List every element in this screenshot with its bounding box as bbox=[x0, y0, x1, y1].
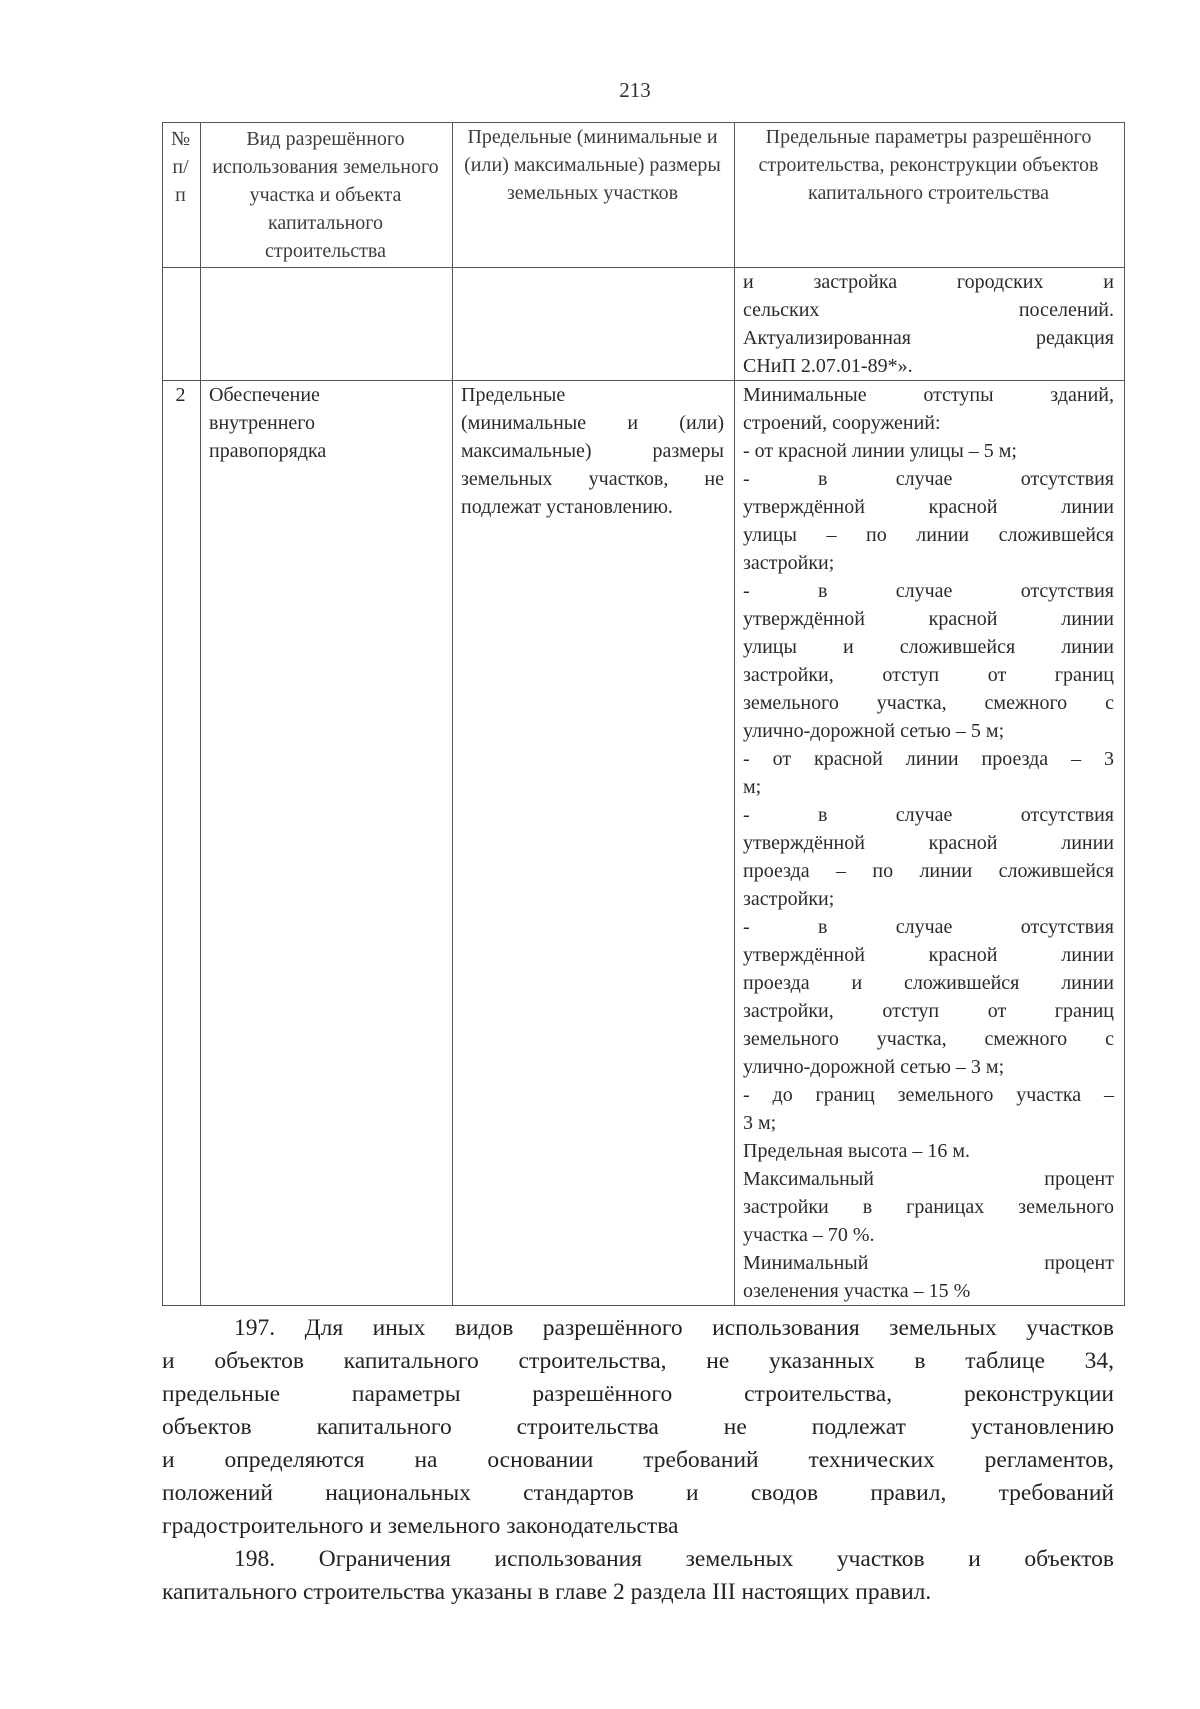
params-line: м; bbox=[743, 776, 762, 798]
p198-line: капитального строительства указаны в главе 2 раздела III настоящих правил. bbox=[162, 1579, 932, 1605]
use-type-line: Обеспечение bbox=[209, 384, 320, 406]
params-line: улично-дорожной сетью – 5 м; bbox=[743, 720, 1005, 742]
params-line: Минимальные отступы зданий, bbox=[743, 384, 1114, 406]
params-line: 3 м; bbox=[743, 1112, 777, 1134]
cont-params bbox=[735, 268, 1125, 381]
params-line: застройки, отступ от границ bbox=[743, 1000, 1114, 1022]
params-line: улицы и сложившейся линии bbox=[743, 636, 1114, 658]
header-num: № п/п bbox=[163, 123, 201, 268]
plot-size-line: (минимальные и (или) bbox=[461, 412, 724, 434]
params-line: проезда – по линии сложившейся bbox=[743, 860, 1114, 882]
params-line: застройки, отступ от границ bbox=[743, 664, 1114, 686]
params-line: застройки; bbox=[743, 888, 835, 910]
params-line: - до границ земельного участка – bbox=[743, 1084, 1114, 1106]
header-build-params: Предельные параметры разрешённого строительства, реконструкции объектов капитального строительства bbox=[735, 123, 1125, 268]
cont-line: СНиП 2.07.01-89*». bbox=[743, 355, 913, 377]
row2-num: 2 bbox=[163, 381, 201, 1306]
params-line: утверждённой красной линии bbox=[743, 832, 1114, 854]
row2-use-type bbox=[201, 381, 453, 1306]
paragraph-197 bbox=[162, 1312, 1114, 1543]
cont-num bbox=[163, 268, 201, 381]
p197-line: объектов капитального строительства не подлежат установлению bbox=[162, 1414, 1114, 1440]
params-line: Минимальный процент bbox=[743, 1252, 1114, 1274]
land-use-table bbox=[162, 122, 1125, 1306]
cont-line: Актуализированная редакция bbox=[743, 327, 1114, 349]
params-line: - от красной линии проезда – 3 bbox=[743, 748, 1114, 770]
params-line: - в случае отсутствия bbox=[743, 916, 1114, 938]
p198-line: 198. Ограничения использования земельных участков и объектов bbox=[234, 1546, 1114, 1572]
page-number: 213 bbox=[619, 78, 651, 102]
p197-line: 197. Для иных видов разрешённого использования земельных участков bbox=[234, 1315, 1114, 1341]
params-line: улицы – по линии сложившейся bbox=[743, 524, 1114, 546]
params-line: строений, сооружений: bbox=[743, 412, 941, 434]
params-line: Максимальный процент bbox=[743, 1168, 1114, 1190]
paragraph-198 bbox=[162, 1543, 1114, 1609]
params-line: застройки в границах земельного bbox=[743, 1196, 1114, 1218]
p197-line: и объектов капитального строительства, не указанных в таблице 34, bbox=[162, 1348, 1114, 1374]
use-type-line: внутреннего bbox=[209, 412, 315, 434]
plot-size-line: земельных участков, не bbox=[461, 468, 724, 490]
params-line: Предельная высота – 16 м. bbox=[743, 1140, 971, 1162]
params-line: утверждённой красной линии bbox=[743, 496, 1114, 518]
plot-size-line: Предельные bbox=[461, 384, 566, 406]
header-plot-size: Предельные (минимальные и (или) максимальные) размеры земельных участков bbox=[453, 123, 735, 268]
params-line: земельного участка, смежного с bbox=[743, 692, 1114, 714]
params-line: - в случае отсутствия bbox=[743, 804, 1114, 826]
p197-line: и определяются на основании требований технических регламентов, bbox=[162, 1447, 1114, 1473]
table-row-2 bbox=[163, 381, 1125, 1306]
params-line: участка – 70 %. bbox=[743, 1224, 875, 1246]
plot-size-line: максимальные) размеры bbox=[461, 440, 724, 462]
use-type-line: правопорядка bbox=[209, 440, 327, 462]
p197-line: предельные параметры разрешённого строительства, реконструкции bbox=[162, 1381, 1114, 1407]
header-use-type: Вид разрешённого использования земельного участка и объекта капитального строительства bbox=[201, 123, 453, 268]
params-line: утверждённой красной линии bbox=[743, 608, 1114, 630]
plot-size-line: подлежат установлению. bbox=[461, 496, 673, 518]
p197-line: положений национальных стандартов и сводов правил, требований bbox=[162, 1480, 1114, 1506]
table-row-continuation bbox=[163, 268, 1125, 381]
cont-line: сельских поселений. bbox=[743, 299, 1114, 321]
params-line: проезда и сложившейся линии bbox=[743, 972, 1114, 994]
params-line: - от красной линии улицы – 5 м; bbox=[743, 440, 1017, 462]
cont-plot-size bbox=[453, 268, 735, 381]
params-line: утверждённой красной линии bbox=[743, 944, 1114, 966]
table-header-row bbox=[163, 123, 1125, 268]
params-line: улично-дорожной сетью – 3 м; bbox=[743, 1056, 1005, 1078]
params-line: земельного участка, смежного с bbox=[743, 1028, 1114, 1050]
p197-line: градостроительного и земельного законодательства bbox=[162, 1513, 679, 1539]
cont-line: и застройка городских и bbox=[743, 271, 1114, 293]
row2-params bbox=[735, 381, 1125, 1306]
params-line: - в случае отсутствия bbox=[743, 468, 1114, 490]
params-line: застройки; bbox=[743, 552, 835, 574]
params-line: озеленения участка – 15 % bbox=[743, 1280, 971, 1302]
cont-use-type bbox=[201, 268, 453, 381]
params-line: - в случае отсутствия bbox=[743, 580, 1114, 602]
row2-plot-size bbox=[453, 381, 735, 1306]
